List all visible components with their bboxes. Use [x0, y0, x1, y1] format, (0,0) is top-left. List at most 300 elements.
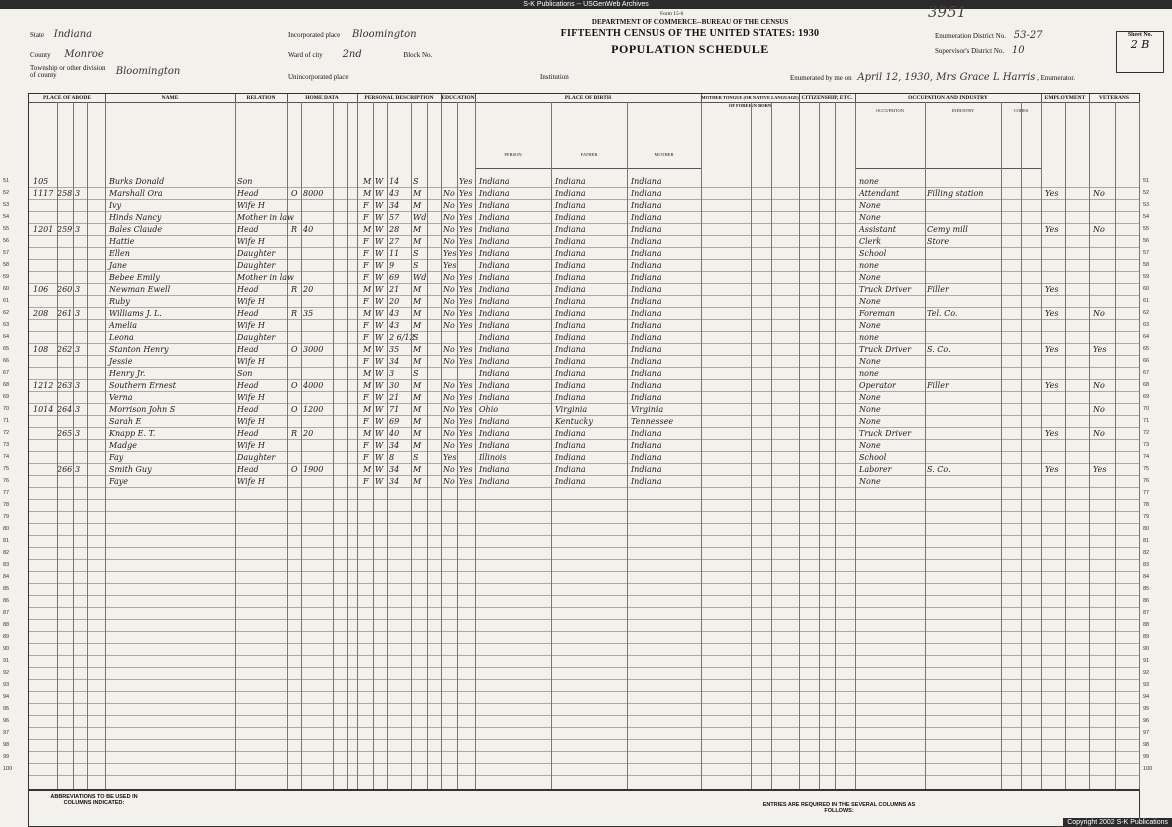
table-row — [3, 440, 1150, 452]
cell-name: Morrison John S — [109, 405, 176, 414]
cell-pobf: Indiana — [555, 477, 586, 486]
ward-field — [288, 49, 432, 60]
enumerated-value: April 12, 1930, Mrs Grace L Harris — [857, 72, 1036, 83]
cell-rel: Daughter — [237, 249, 276, 258]
cell-own — [291, 176, 301, 187]
table-row — [3, 320, 1150, 332]
line-number: 100 — [3, 766, 13, 772]
table-row — [3, 380, 1150, 392]
line-number: 95 — [3, 706, 10, 712]
cell-race: W — [375, 201, 384, 210]
cell-sch: No — [443, 297, 455, 306]
cell-val: 1900 — [303, 465, 324, 474]
cell-pobf: Indiana — [555, 321, 586, 330]
cell-age: 2 6/12 — [389, 333, 415, 342]
cell-name: Bales Claude — [109, 225, 163, 234]
sup-district-field — [935, 45, 1025, 56]
cell-mar: M — [413, 393, 422, 402]
table-row — [3, 200, 1150, 212]
line-number-right: 87 — [1143, 610, 1150, 616]
column-divider — [819, 102, 820, 790]
cell-own — [291, 452, 301, 463]
cell-fam: 3 — [75, 225, 81, 234]
cell-pobf: Indiana — [555, 345, 586, 354]
cell-vet: Yes — [1093, 345, 1107, 354]
column-divider — [373, 102, 374, 790]
cell-emp — [1045, 476, 1065, 487]
cell-val: 40 — [303, 225, 314, 234]
cell-sex: F — [363, 453, 369, 462]
line-number: 78 — [3, 502, 10, 508]
cell-mar: M — [413, 477, 422, 486]
table-row — [3, 512, 1150, 524]
table-row — [3, 332, 1150, 344]
cell-age: 21 — [389, 285, 400, 294]
cell-mar: M — [413, 405, 422, 414]
table-row — [3, 368, 1150, 380]
cell-pob: Indiana — [479, 381, 510, 390]
cell-vet — [1093, 248, 1123, 259]
cell-race: W — [375, 285, 384, 294]
cell-race: W — [375, 321, 384, 330]
cell-race: W — [375, 189, 384, 198]
cell-name: Henry Jr. — [109, 369, 146, 378]
line-number-right: 57 — [1143, 250, 1150, 256]
cell-val — [303, 356, 333, 367]
line-number: 98 — [3, 742, 10, 748]
cell-rel: Wife H — [237, 441, 265, 450]
cell-own: R — [291, 285, 298, 294]
cell-name: Smith Guy — [109, 465, 152, 474]
cell-emp — [1045, 356, 1065, 367]
line-number-right: 59 — [1143, 274, 1150, 280]
cell-rel: Head — [237, 309, 259, 318]
sup-district-value: 10 — [1011, 45, 1025, 56]
cell-street — [33, 464, 55, 475]
cell-ind — [927, 356, 999, 367]
column-divider — [441, 102, 442, 790]
column-divider — [333, 102, 334, 790]
township-field — [30, 65, 180, 79]
cell-rel: Head — [237, 345, 259, 354]
cell-read: Yes — [459, 429, 473, 438]
cell-street — [33, 476, 55, 487]
cell-emp — [1045, 320, 1065, 331]
cell-age: 71 — [389, 405, 400, 414]
cell-val: 35 — [303, 309, 314, 318]
cell-name: Sarah E — [109, 417, 142, 426]
cell-pobm: Indiana — [631, 441, 662, 450]
cell-fam — [75, 416, 87, 427]
cell-sex: F — [363, 297, 369, 306]
cell-age: 9 — [389, 261, 395, 270]
line-number: 64 — [3, 334, 10, 340]
cell-own — [291, 332, 301, 343]
ward-label: Ward of city — [288, 51, 323, 59]
cell-mar: M — [413, 465, 422, 474]
table-row — [3, 464, 1150, 476]
column-divider — [411, 102, 412, 790]
table-row — [3, 716, 1150, 728]
cell-pob: Indiana — [479, 321, 510, 330]
cell-dw — [57, 452, 73, 463]
cell-emp — [1045, 440, 1065, 451]
cell-own — [291, 236, 301, 247]
cell-mar: Wd — [413, 273, 427, 282]
cell-vet — [1093, 260, 1123, 271]
cell-vet — [1093, 452, 1123, 463]
cell-read: Yes — [459, 213, 473, 222]
cell-sch: No — [443, 273, 455, 282]
cell-mar: M — [413, 309, 422, 318]
cell-vet — [1093, 392, 1123, 403]
cell-own: O — [291, 189, 298, 198]
cell-own — [291, 476, 301, 487]
cell-mar: S — [413, 453, 419, 462]
cell-fam: 3 — [75, 309, 81, 318]
cell-own — [291, 392, 301, 403]
cell-ind: S. Co. — [927, 345, 951, 354]
cell-race: W — [375, 345, 384, 354]
table-row — [3, 296, 1150, 308]
cell-fam: 3 — [75, 285, 81, 294]
cell-race: W — [375, 393, 384, 402]
line-number: 52 — [3, 190, 10, 196]
footer-legend — [28, 789, 1140, 827]
cell-fam — [75, 320, 87, 331]
line-number-right: 64 — [1143, 334, 1150, 340]
cell-pob: Indiana — [479, 465, 510, 474]
table-row — [3, 212, 1150, 224]
cell-rel: Mother in law — [237, 213, 294, 222]
cell-ind — [927, 416, 999, 427]
cell-mar: Wd — [413, 213, 427, 222]
cell-val — [303, 320, 333, 331]
cell-dw: 265 — [57, 429, 73, 438]
ward-value: 2nd — [342, 49, 362, 60]
cell-street: 106 — [33, 285, 49, 294]
cell-race: W — [375, 381, 384, 390]
line-number-right: 58 — [1143, 262, 1150, 268]
cell-pob: Illinois — [479, 453, 507, 462]
cell-fam — [75, 476, 87, 487]
table-row — [3, 704, 1150, 716]
line-number: 92 — [3, 670, 10, 676]
column-divider — [1089, 102, 1090, 790]
line-number-right: 75 — [1143, 466, 1150, 472]
table-row — [3, 500, 1150, 512]
line-number: 87 — [3, 610, 10, 616]
table-row — [3, 476, 1150, 488]
cell-occ: none — [859, 333, 879, 342]
cell-name: Newman Ewell — [109, 285, 171, 294]
cell-rel: Head — [237, 225, 259, 234]
cell-own: O — [291, 345, 298, 354]
line-number: 62 — [3, 310, 10, 316]
column-divider — [1065, 102, 1066, 790]
cell-sex: F — [363, 261, 369, 270]
cell-rel: Son — [237, 177, 253, 186]
cell-pobm: Indiana — [631, 237, 662, 246]
column-divider — [105, 102, 106, 790]
table-row — [3, 548, 1150, 560]
cell-emp — [1045, 416, 1065, 427]
cell-dw — [57, 320, 73, 331]
enumerated-label: Enumerated by me on — [790, 74, 852, 82]
cell-pob: Indiana — [479, 261, 510, 270]
column-divider — [387, 102, 388, 790]
cell-occ: Truck Driver — [859, 285, 912, 294]
cell-pobm: Indiana — [631, 309, 662, 318]
cell-name: Southern Ernest — [109, 381, 176, 390]
cell-ind — [927, 272, 999, 283]
county-field — [30, 49, 104, 60]
cell-occ: None — [859, 441, 881, 450]
cell-street: 108 — [33, 345, 49, 354]
cell-race: W — [375, 309, 384, 318]
column-divider — [427, 102, 428, 790]
cell-emp: Yes — [1045, 345, 1059, 354]
line-number: 94 — [3, 694, 10, 700]
cell-sch: No — [443, 429, 455, 438]
header-abode: PLACE OF ABODE — [29, 94, 106, 103]
cell-mar: S — [413, 261, 419, 270]
cell-street: 208 — [33, 309, 49, 318]
cell-vet — [1093, 356, 1123, 367]
column-divider — [57, 102, 58, 790]
cell-sex: F — [363, 477, 369, 486]
cell-rel: Wife H — [237, 321, 265, 330]
cell-read: Yes — [459, 249, 473, 258]
table-row — [3, 428, 1150, 440]
state-field — [30, 29, 92, 40]
line-number-right: 96 — [1143, 718, 1150, 724]
enum-district-label: Enumeration District No. — [935, 32, 1006, 40]
cell-sex: F — [363, 393, 369, 402]
cell-age: 21 — [389, 393, 400, 402]
cell-val — [303, 200, 333, 211]
cell-val — [303, 236, 333, 247]
line-number-right: 92 — [1143, 670, 1150, 676]
cell-read: Yes — [459, 357, 473, 366]
cell-dw — [57, 332, 73, 343]
cell-pob: Indiana — [479, 297, 510, 306]
cell-race: W — [375, 453, 384, 462]
cell-own — [291, 212, 301, 223]
cell-pobm: Indiana — [631, 273, 662, 282]
cell-emp — [1045, 236, 1065, 247]
cell-name: Hattie — [109, 237, 135, 246]
cell-pobf: Indiana — [555, 429, 586, 438]
cell-read: Yes — [459, 417, 473, 426]
cell-ind: Filler — [927, 381, 949, 390]
cell-dw — [57, 248, 73, 259]
line-number: 71 — [3, 418, 10, 424]
cell-street — [33, 416, 55, 427]
cell-pobf: Indiana — [555, 201, 586, 210]
cell-vet: No — [1093, 381, 1105, 390]
cell-val: 4000 — [303, 381, 324, 390]
cell-pobf: Indiana — [555, 237, 586, 246]
cell-occ: School — [859, 249, 887, 258]
table-row — [3, 668, 1150, 680]
cell-fam: 3 — [75, 405, 81, 414]
line-number: 58 — [3, 262, 10, 268]
line-number-right: 81 — [1143, 538, 1150, 544]
cell-pobf: Indiana — [555, 273, 586, 282]
cell-mar: S — [413, 369, 419, 378]
cell-dw — [57, 392, 73, 403]
line-number: 61 — [3, 298, 10, 304]
cell-occ: Operator — [859, 381, 896, 390]
cell-pobf: Indiana — [555, 297, 586, 306]
table-row — [3, 752, 1150, 764]
cell-occ: None — [859, 357, 881, 366]
cell-own — [291, 260, 301, 271]
cell-sex: M — [363, 405, 372, 414]
cell-age: 69 — [389, 417, 400, 426]
line-number-right: 99 — [1143, 754, 1150, 760]
column-divider — [925, 102, 926, 790]
cell-dw: 259 — [57, 225, 73, 234]
cell-sch: Yes — [443, 249, 457, 258]
cell-name: Verna — [109, 393, 133, 402]
cell-rel: Wife H — [237, 417, 265, 426]
cell-read: Yes — [459, 285, 473, 294]
cell-val — [303, 260, 333, 271]
cell-race: W — [375, 273, 384, 282]
cell-race: W — [375, 213, 384, 222]
cell-pobm: Indiana — [631, 321, 662, 330]
table-row — [3, 608, 1150, 620]
line-number: 88 — [3, 622, 10, 628]
cell-read — [459, 260, 475, 271]
cell-emp: Yes — [1045, 309, 1059, 318]
line-number-right: 54 — [1143, 214, 1150, 220]
cell-fam — [75, 440, 87, 451]
cell-fam: 3 — [75, 345, 81, 354]
cell-name: Faye — [109, 477, 129, 486]
cell-read — [459, 452, 475, 463]
cell-mar: M — [413, 237, 422, 246]
footer-abbrev: ABBREVIATIONS TO BE USED IN COLUMNS INDICATED: — [50, 794, 138, 806]
cell-street — [33, 212, 55, 223]
cell-pob: Indiana — [479, 333, 510, 342]
cell-street: 105 — [33, 177, 49, 186]
cell-vet: No — [1093, 189, 1105, 198]
cell-rel: Wife H — [237, 477, 265, 486]
cell-sex: M — [363, 177, 372, 186]
cell-vet — [1093, 476, 1123, 487]
cell-dw — [57, 176, 73, 187]
cell-fam — [75, 392, 87, 403]
cell-dw — [57, 272, 73, 283]
cell-age: 30 — [389, 381, 400, 390]
cell-sex: F — [363, 237, 369, 246]
table-row — [3, 272, 1150, 284]
line-number-right: 56 — [1143, 238, 1150, 244]
line-number: 66 — [3, 358, 10, 364]
cell-vet: Yes — [1093, 465, 1107, 474]
cell-pobf: Indiana — [555, 225, 586, 234]
cell-sch — [443, 332, 457, 343]
header-relation: RELATION — [235, 94, 288, 103]
line-number-right: 72 — [1143, 430, 1150, 436]
cell-emp: Yes — [1045, 429, 1059, 438]
cell-pobm: Indiana — [631, 429, 662, 438]
cell-pob: Indiana — [479, 225, 510, 234]
schedule-title: POPULATION SCHEDULE — [611, 42, 769, 56]
table-row — [3, 692, 1150, 704]
cell-street — [33, 452, 55, 463]
table-row — [3, 404, 1150, 416]
cell-age: 40 — [389, 429, 400, 438]
cell-dw: 260 — [57, 285, 73, 294]
line-number-right: 79 — [1143, 514, 1150, 520]
cell-val — [303, 296, 333, 307]
line-number-right: 67 — [1143, 370, 1150, 376]
cell-sex: F — [363, 321, 369, 330]
subheader-industry: INDUSTRY — [925, 102, 1002, 169]
cell-dw — [57, 236, 73, 247]
cell-street: 1117 — [33, 189, 54, 198]
cell-fam — [75, 176, 87, 187]
cell-pobf: Indiana — [555, 213, 586, 222]
cell-read: Yes — [459, 465, 473, 474]
subheader-person: PERSON — [475, 102, 552, 169]
cell-pobm: Tennessee — [631, 417, 674, 426]
column-divider — [751, 102, 752, 790]
cell-race: W — [375, 357, 384, 366]
table-row — [3, 644, 1150, 656]
cell-name: Leona — [109, 333, 134, 342]
line-number-right: 80 — [1143, 526, 1150, 532]
line-number: 96 — [3, 718, 10, 724]
line-number: 68 — [3, 382, 10, 388]
cell-name: Madge — [109, 441, 137, 450]
cell-occ: None — [859, 417, 881, 426]
incorporated-value: Bloomington — [352, 29, 417, 40]
cell-pobm: Indiana — [631, 285, 662, 294]
line-number: 60 — [3, 286, 10, 292]
cell-sex: M — [363, 369, 372, 378]
cell-street — [33, 248, 55, 259]
cell-occ: Assistant — [859, 225, 897, 234]
cell-vet: No — [1093, 429, 1105, 438]
line-number: 70 — [3, 406, 10, 412]
cell-vet — [1093, 284, 1123, 295]
cell-read: Yes — [459, 273, 473, 282]
cell-ind: Tel. Co. — [927, 309, 958, 318]
cell-emp — [1045, 260, 1065, 271]
table-row — [3, 620, 1150, 632]
cell-sex: M — [363, 465, 372, 474]
line-number: 63 — [3, 322, 10, 328]
institution-field — [540, 73, 569, 81]
table-row — [3, 248, 1150, 260]
cell-sex: M — [363, 381, 372, 390]
cell-race: W — [375, 417, 384, 426]
table-row — [3, 584, 1150, 596]
cell-occ: None — [859, 321, 881, 330]
line-number: 81 — [3, 538, 10, 544]
cell-pobf: Indiana — [555, 369, 586, 378]
sheet-label: Sheet No. — [1127, 32, 1153, 38]
cell-fam — [75, 236, 87, 247]
line-number-right: 62 — [1143, 310, 1150, 316]
table-row — [3, 536, 1150, 548]
cell-street — [33, 260, 55, 271]
